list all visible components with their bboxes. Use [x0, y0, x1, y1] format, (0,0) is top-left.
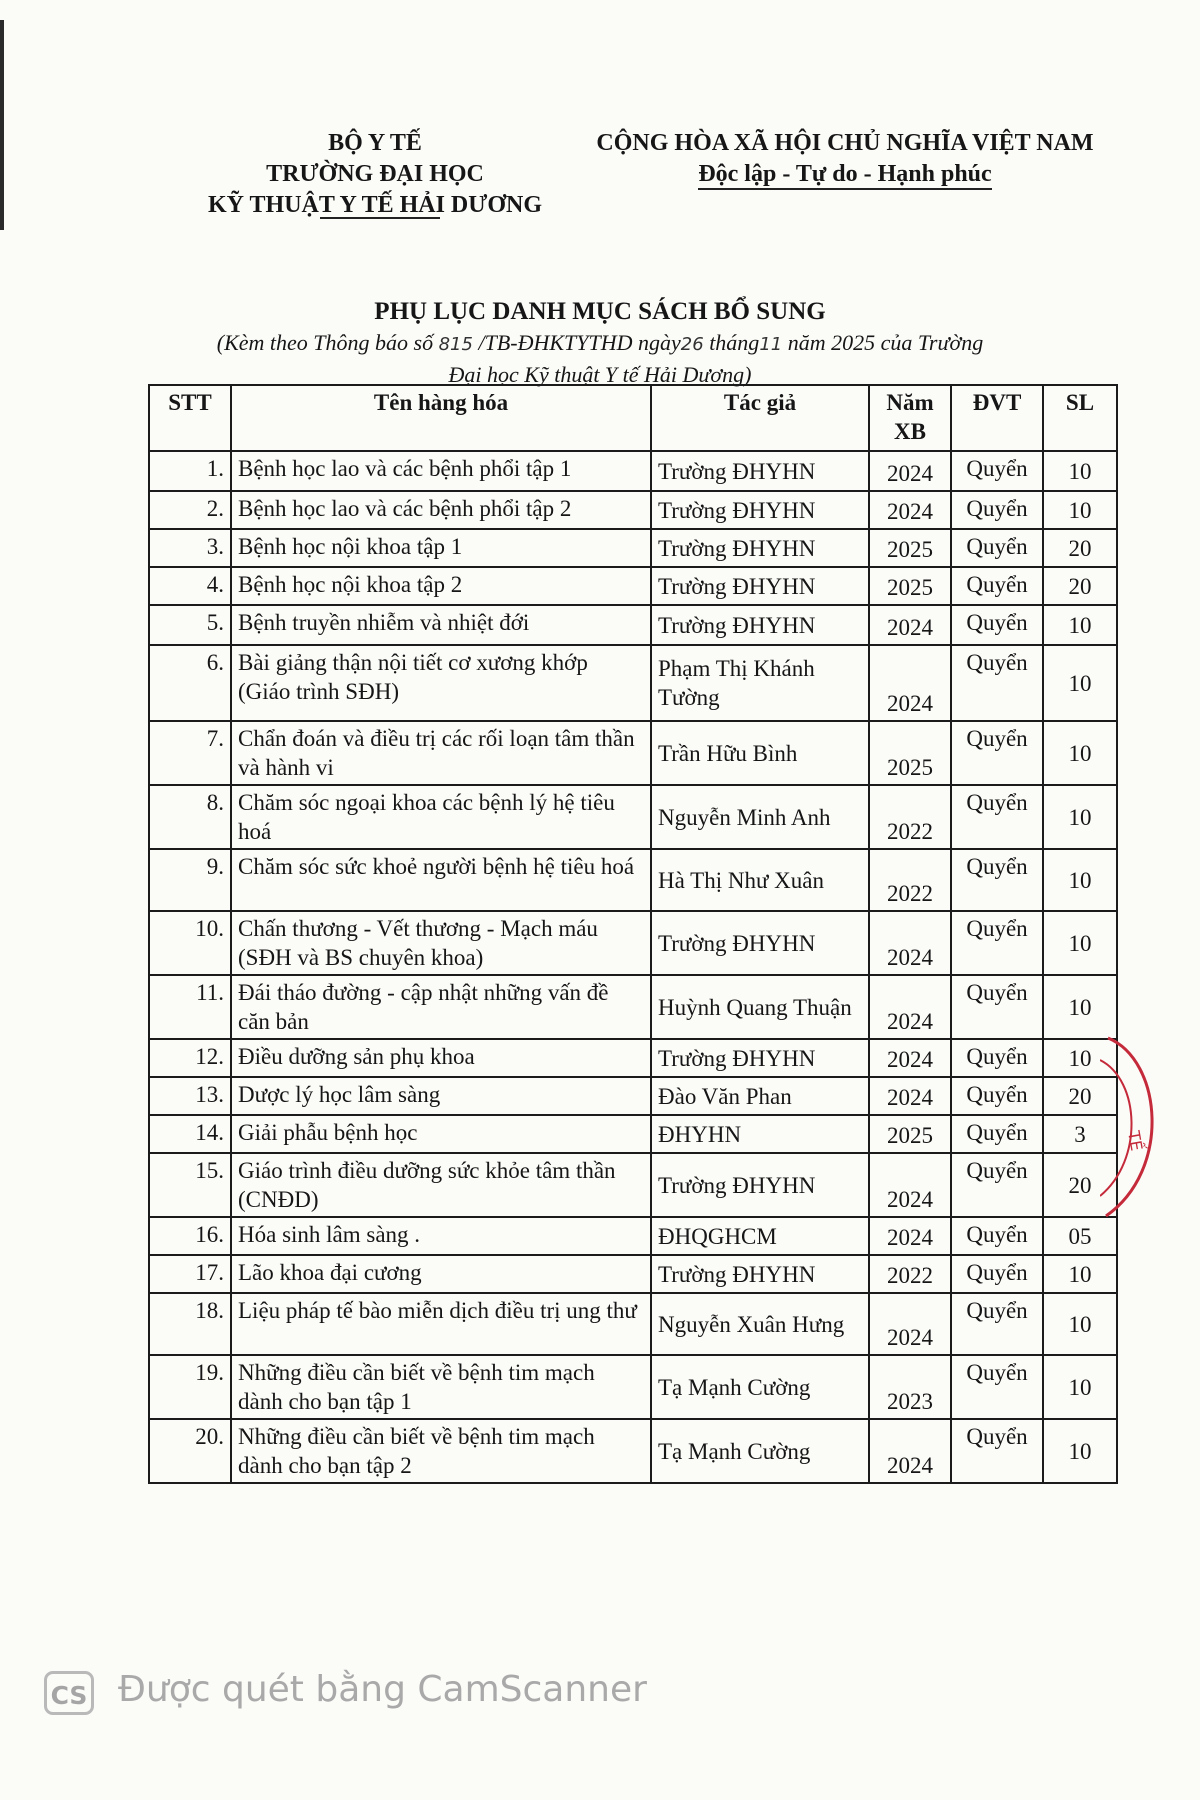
- row-book-title: Giải phẫu bệnh học: [231, 1115, 651, 1153]
- row-unit: Quyển: [951, 567, 1043, 605]
- row-stt: 16.: [149, 1217, 231, 1255]
- red-seal-stamp: [1100, 1020, 1200, 1230]
- handwritten-month: 11: [759, 334, 783, 355]
- row-book-title: Điều dưỡng sản phụ khoa: [231, 1039, 651, 1077]
- row-book-title: Đái tháo đường - cập nhật những vấn đề căn bản: [231, 975, 651, 1039]
- row-author: Trường ĐHYHN: [651, 1039, 869, 1077]
- row-quantity: 20: [1043, 1077, 1117, 1115]
- table-row: [149, 1115, 1117, 1153]
- row-author: Huỳnh Quang Thuận: [651, 975, 869, 1039]
- row-stt: 10.: [149, 911, 231, 975]
- row-quantity: 10: [1043, 451, 1117, 491]
- row-stt: 2.: [149, 491, 231, 529]
- country-name: CỘNG HÒA XÃ HỘI CHỦ NGHĨA VIỆT NAM: [596, 130, 1094, 156]
- handwritten-day: 26: [680, 334, 704, 355]
- row-quantity: 10: [1043, 721, 1117, 785]
- national-motto-block: [580, 128, 1110, 190]
- row-stt: 6.: [149, 645, 231, 721]
- row-book-title: Bệnh học nội khoa tập 2: [231, 567, 651, 605]
- row-year: 2025: [869, 567, 951, 605]
- row-author: Hà Thị Như Xuân: [651, 849, 869, 911]
- table-row: [149, 911, 1117, 975]
- seal-text: TẾ: [1124, 1129, 1147, 1153]
- row-unit: Quyển: [951, 785, 1043, 849]
- table-row: [149, 1217, 1117, 1255]
- row-stt: 1.: [149, 451, 231, 491]
- table-row: [149, 721, 1117, 785]
- row-year: 2024: [869, 1217, 951, 1255]
- row-stt: 18.: [149, 1293, 231, 1355]
- row-stt: 3.: [149, 529, 231, 567]
- table-body: [149, 451, 1117, 1483]
- row-year: 2025: [869, 1115, 951, 1153]
- row-unit: Quyển: [951, 1293, 1043, 1355]
- row-author: Phạm Thị Khánh Tường: [651, 645, 869, 721]
- document-subtitle: (Kèm theo Thông báo số 815 /TB-ĐHKTYTHD ngày26 tháng11 năm 2025 của Trường: [216, 330, 984, 355]
- row-author: Trường ĐHYHN: [651, 529, 869, 567]
- handwritten-number: 815: [438, 334, 473, 355]
- row-author: Đào Văn Phan: [651, 1077, 869, 1115]
- row-book-title: Dược lý học lâm sàng: [231, 1077, 651, 1115]
- watermark-text: Được quét bằng CamScanner: [118, 1669, 647, 1710]
- row-stt: 13.: [149, 1077, 231, 1115]
- table-row: [149, 849, 1117, 911]
- row-year: 2024: [869, 491, 951, 529]
- row-unit: Quyển: [951, 849, 1043, 911]
- document-header: [0, 128, 1200, 238]
- school-name-line1: TRƯỜNG ĐẠI HỌC: [266, 161, 484, 187]
- row-author: Trường ĐHYHN: [651, 451, 869, 491]
- table-row: [149, 645, 1117, 721]
- row-year: 2024: [869, 451, 951, 491]
- camscanner-watermark: [44, 1665, 844, 1721]
- row-author: Trường ĐHYHN: [651, 1255, 869, 1293]
- row-book-title: Bệnh học lao và các bệnh phổi tập 1: [231, 451, 651, 491]
- row-stt: 11.: [149, 975, 231, 1039]
- row-quantity: 10: [1043, 645, 1117, 721]
- row-book-title: Bệnh học lao và các bệnh phổi tập 2: [231, 491, 651, 529]
- row-year: 2024: [869, 1039, 951, 1077]
- table-row: [149, 1039, 1117, 1077]
- row-author: Trường ĐHYHN: [651, 605, 869, 645]
- table-row: [149, 1077, 1117, 1115]
- row-quantity: 10: [1043, 1419, 1117, 1483]
- table-row: [149, 1355, 1117, 1419]
- row-author: Trường ĐHYHN: [651, 1153, 869, 1217]
- row-year: 2023: [869, 1355, 951, 1419]
- col-header-unit: ĐVT: [951, 385, 1043, 451]
- row-book-title: Chẩn đoán và điều trị các rối loạn tâm thần và hành vi: [231, 721, 651, 785]
- row-stt: 20.: [149, 1419, 231, 1483]
- row-unit: Quyển: [951, 1077, 1043, 1115]
- book-list-table: [148, 384, 1118, 1484]
- row-author: Trường ĐHYHN: [651, 491, 869, 529]
- row-quantity: 20: [1043, 567, 1117, 605]
- row-unit: Quyển: [951, 1255, 1043, 1293]
- row-quantity: 10: [1043, 491, 1117, 529]
- row-book-title: Liệu pháp tế bào miễn dịch điều trị ung thư: [231, 1293, 651, 1355]
- col-header-author: Tác giả: [651, 385, 869, 451]
- table-row: [149, 785, 1117, 849]
- row-stt: 19.: [149, 1355, 231, 1419]
- row-book-title: Bệnh học nội khoa tập 1: [231, 529, 651, 567]
- row-quantity: 20: [1043, 529, 1117, 567]
- row-stt: 17.: [149, 1255, 231, 1293]
- row-quantity: 20: [1043, 1153, 1117, 1217]
- row-book-title: Lão khoa đại cương: [231, 1255, 651, 1293]
- row-author: Tạ Mạnh Cường: [651, 1419, 869, 1483]
- row-year: 2024: [869, 1419, 951, 1483]
- row-unit: Quyển: [951, 645, 1043, 721]
- row-quantity: 3: [1043, 1115, 1117, 1153]
- motto: Độc lập - Tự do - Hạnh phúc: [698, 160, 991, 190]
- table-row: [149, 529, 1117, 567]
- row-year: 2022: [869, 849, 951, 911]
- row-stt: 12.: [149, 1039, 231, 1077]
- row-unit: Quyển: [951, 529, 1043, 567]
- row-unit: Quyển: [951, 1039, 1043, 1077]
- row-stt: 4.: [149, 567, 231, 605]
- table-row: [149, 605, 1117, 645]
- table-row: [149, 1255, 1117, 1293]
- title-block: [150, 296, 1050, 390]
- row-quantity: 10: [1043, 911, 1117, 975]
- row-unit: Quyển: [951, 911, 1043, 975]
- row-author: Nguyễn Minh Anh: [651, 785, 869, 849]
- row-quantity: 10: [1043, 605, 1117, 645]
- row-book-title: Chấn thương - Vết thương - Mạch máu (SĐH và BS chuyên khoa): [231, 911, 651, 975]
- table-row: [149, 567, 1117, 605]
- row-unit: Quyển: [951, 1419, 1043, 1483]
- table-row: [149, 491, 1117, 529]
- row-author: ĐHYHN: [651, 1115, 869, 1153]
- ministry-name: BỘ Y TẾ: [328, 130, 422, 156]
- row-quantity: 10: [1043, 1255, 1117, 1293]
- row-year: 2024: [869, 605, 951, 645]
- row-author: Trường ĐHYHN: [651, 567, 869, 605]
- document-title: PHỤ LỤC DANH MỤC SÁCH BỔ SUNG: [374, 298, 826, 325]
- row-author: Nguyễn Xuân Hưng: [651, 1293, 869, 1355]
- table-row: [149, 1153, 1117, 1217]
- row-author: Tạ Mạnh Cường: [651, 1355, 869, 1419]
- document-subtitle-line2: Đại học Kỹ thuật Y tế Hải Dương): [448, 362, 752, 387]
- row-book-title: Bệnh truyền nhiễm và nhiệt đới: [231, 605, 651, 645]
- row-quantity: 05: [1043, 1217, 1117, 1255]
- row-author: ĐHQGHCM: [651, 1217, 869, 1255]
- camscanner-logo-icon: CS: [44, 1671, 94, 1715]
- col-header-name: Tên hàng hóa: [231, 385, 651, 451]
- row-year: 2024: [869, 1293, 951, 1355]
- row-unit: Quyển: [951, 605, 1043, 645]
- table-header-row: [149, 385, 1117, 451]
- row-year: 2024: [869, 975, 951, 1039]
- row-quantity: 10: [1043, 1293, 1117, 1355]
- row-year: 2024: [869, 1153, 951, 1217]
- row-year: 2024: [869, 1077, 951, 1115]
- row-book-title: Giáo trình điều dưỡng sức khỏe tâm thần (CNĐD): [231, 1153, 651, 1217]
- row-stt: 8.: [149, 785, 231, 849]
- table-row: [149, 975, 1117, 1039]
- row-unit: Quyển: [951, 1355, 1043, 1419]
- row-book-title: Chăm sóc ngoại khoa các bệnh lý hệ tiêu hoá: [231, 785, 651, 849]
- row-book-title: Hóa sinh lâm sàng .: [231, 1217, 651, 1255]
- row-unit: Quyển: [951, 721, 1043, 785]
- row-unit: Quyển: [951, 451, 1043, 491]
- row-year: 2024: [869, 911, 951, 975]
- row-author: Trần Hữu Bình: [651, 721, 869, 785]
- row-year: 2022: [869, 785, 951, 849]
- row-stt: 5.: [149, 605, 231, 645]
- col-header-year: Năm XB: [869, 385, 951, 451]
- row-year: 2024: [869, 645, 951, 721]
- row-year: 2025: [869, 529, 951, 567]
- row-unit: Quyển: [951, 1153, 1043, 1217]
- row-quantity: 10: [1043, 785, 1117, 849]
- col-header-qty: SL: [1043, 385, 1117, 451]
- row-unit: Quyển: [951, 1115, 1043, 1153]
- row-quantity: 10: [1043, 1039, 1117, 1077]
- row-quantity: 10: [1043, 1355, 1117, 1419]
- row-quantity: 10: [1043, 849, 1117, 911]
- row-author: Trường ĐHYHN: [651, 911, 869, 975]
- row-unit: Quyển: [951, 1217, 1043, 1255]
- row-book-title: Những điều cần biết về bệnh tim mạch dành cho bạn tập 1: [231, 1355, 651, 1419]
- table-row: [149, 1293, 1117, 1355]
- col-header-stt: STT: [149, 385, 231, 451]
- row-book-title: Chăm sóc sức khoẻ người bệnh hệ tiêu hoá: [231, 849, 651, 911]
- table-row: [149, 451, 1117, 491]
- row-stt: 15.: [149, 1153, 231, 1217]
- row-stt: 9.: [149, 849, 231, 911]
- row-unit: Quyển: [951, 491, 1043, 529]
- row-stt: 14.: [149, 1115, 231, 1153]
- row-quantity: 10: [1043, 975, 1117, 1039]
- school-name-line2: KỸ THUẬT Y TẾ HẢI DƯƠNG: [208, 190, 542, 221]
- row-book-title: Những điều cần biết về bệnh tim mạch dành cho bạn tập 2: [231, 1419, 651, 1483]
- row-unit: Quyển: [951, 975, 1043, 1039]
- table-row: [149, 1419, 1117, 1483]
- row-year: 2022: [869, 1255, 951, 1293]
- row-year: 2025: [869, 721, 951, 785]
- row-book-title: Bài giảng thận nội tiết cơ xương khớp (Giáo trình SĐH): [231, 645, 651, 721]
- issuer-block: [175, 128, 575, 221]
- row-stt: 7.: [149, 721, 231, 785]
